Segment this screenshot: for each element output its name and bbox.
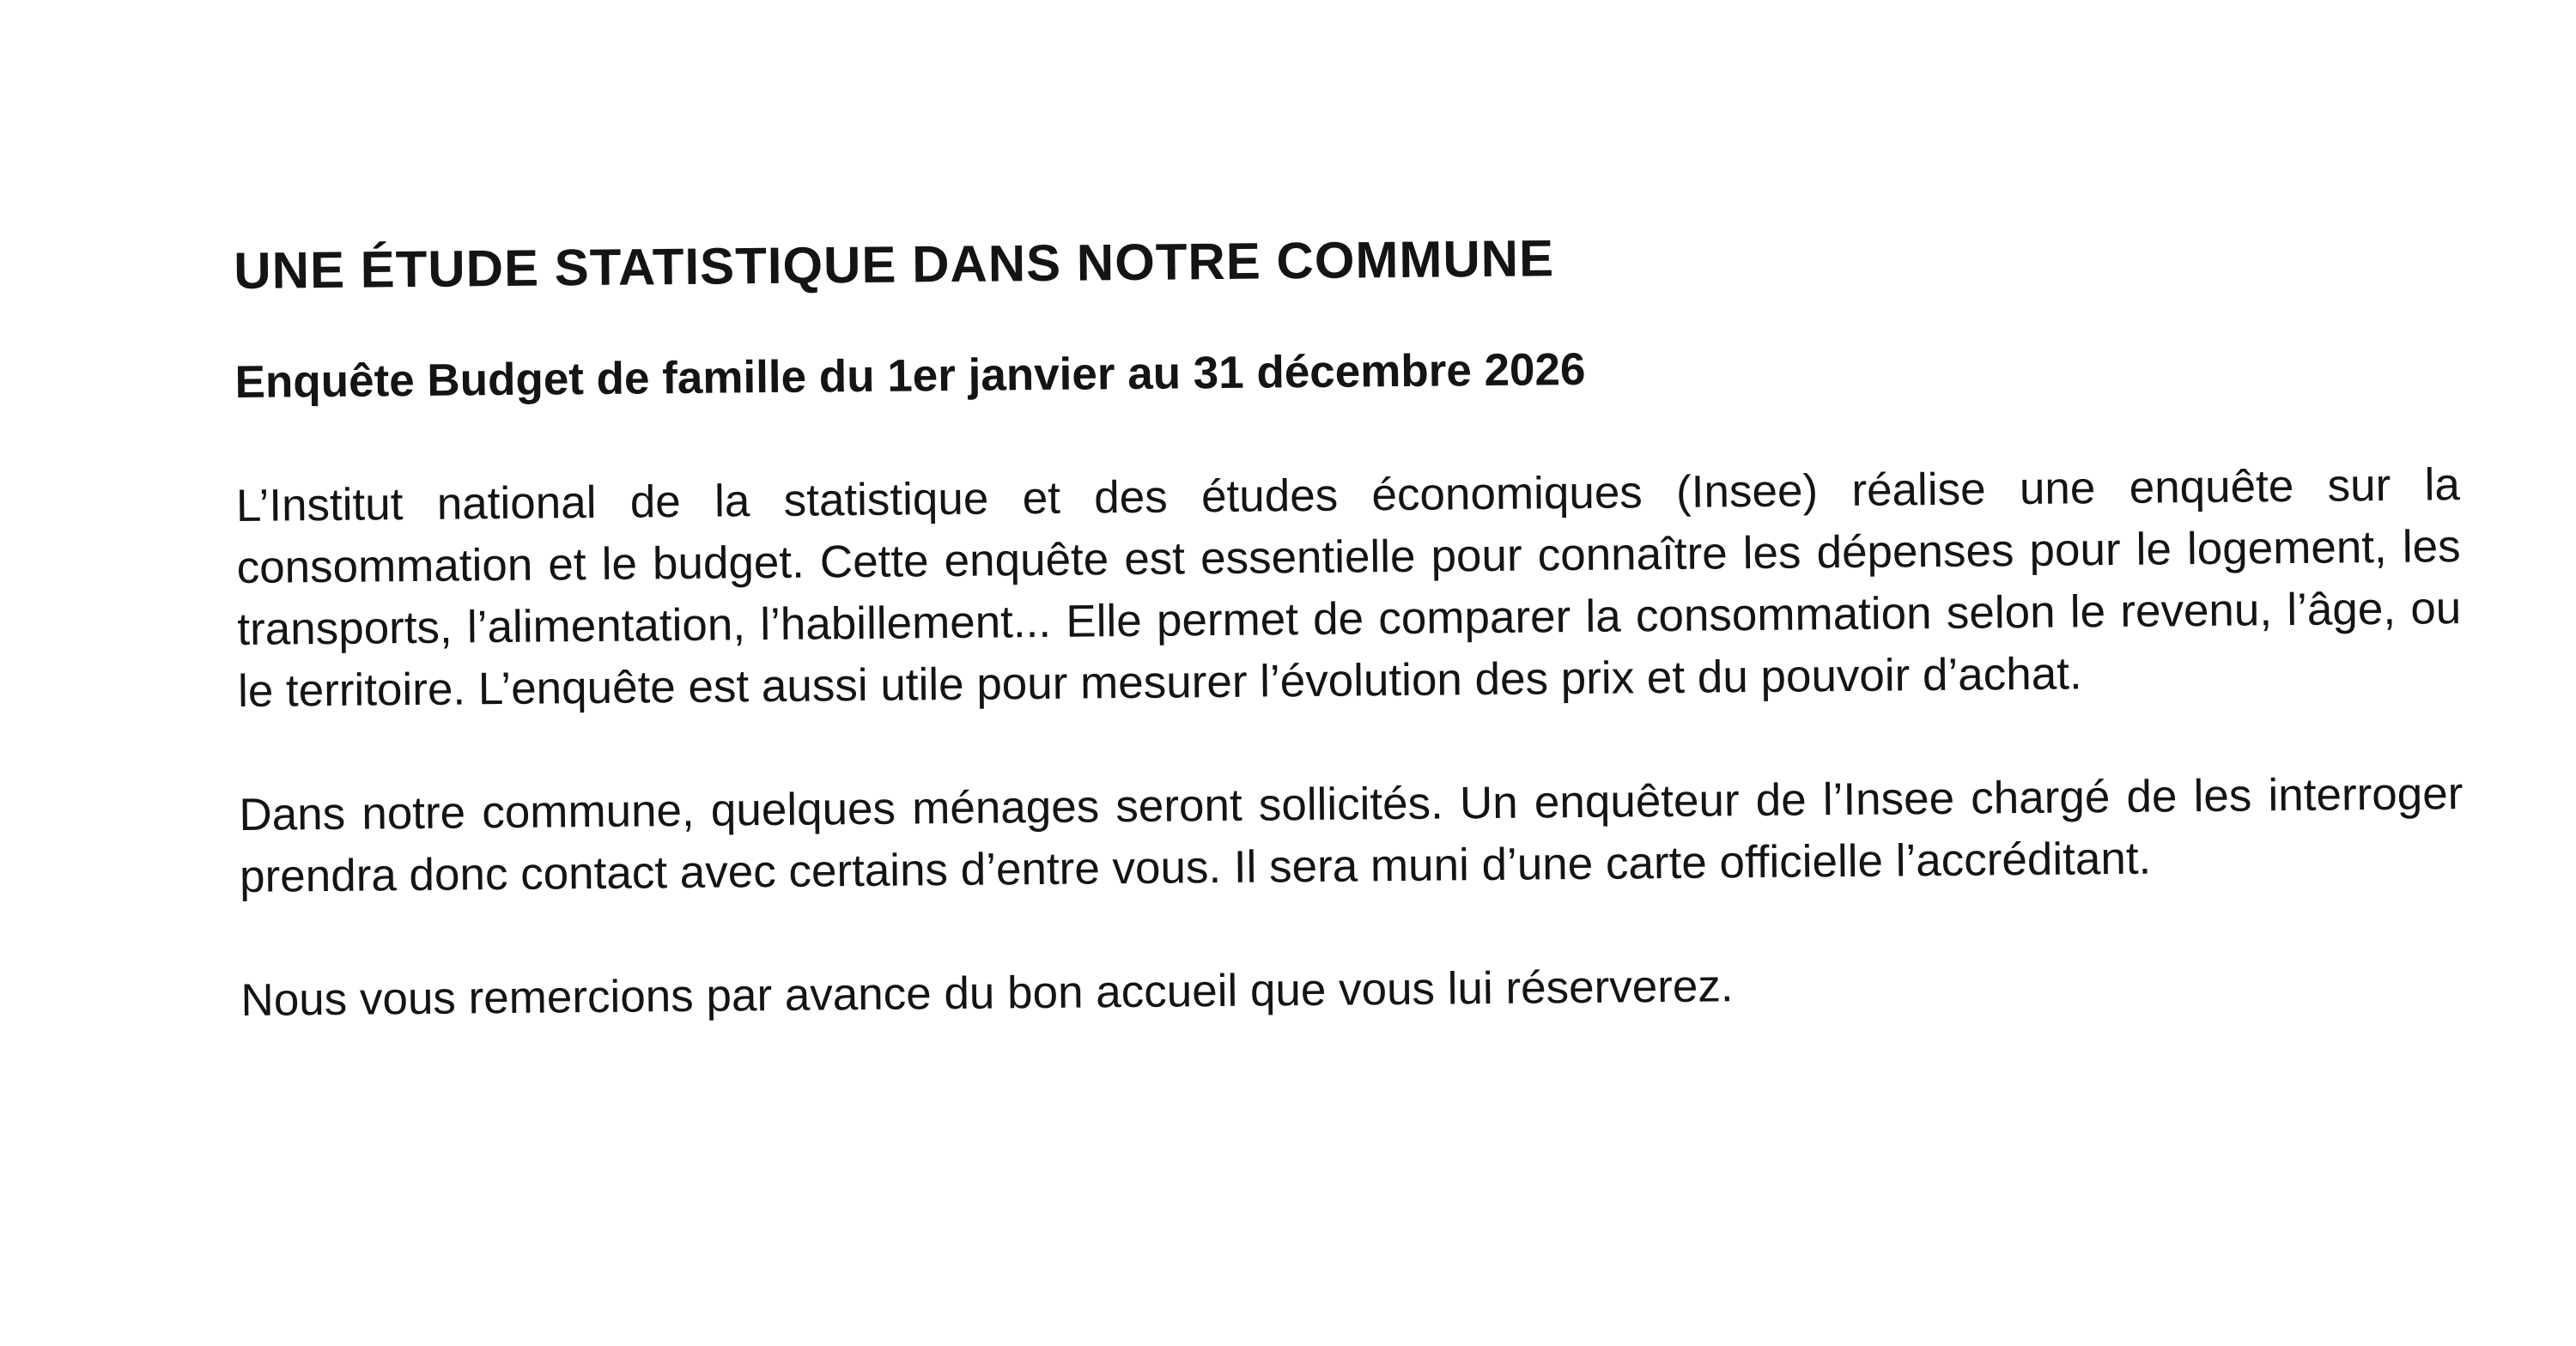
notice-body	[234, 219, 2465, 1032]
notice-title: UNE ÉTUDE STATISTIQUE DANS NOTRE COMMUNE	[234, 229, 1555, 300]
notice-subtitle: Enquête Budget de famille du 1er janvier au 31 décembre 2026	[234, 343, 1586, 408]
paragraph-households-contacted: Dans notre commune, quelques ménages seront sollicités. Un enquêteur de l’Insee chargé de les interroger prendra donc contact avec certains d’entre vous. Il sera muni d’une carte officielle l’accréditant.	[239, 768, 2464, 902]
paragraph-survey-purpose: L’Institut national de la statistique et des études économiques (Insee) réalise une enquête sur la consommation et le budget. Cette enquête est essentielle pour connaître les dépenses pour le logement, les transports, l’alimentation, l’habillement... Elle permet de comparer la consommation selon le revenu, l’âge, ou le territoire. L’enquête est aussi utile pour mesurer l’évolution des prix et du pouvoir d’achat.	[235, 459, 2462, 717]
paragraph-thanks: Nous vous remercions par avance du bon accueil que vous lui réserverez.	[240, 961, 1734, 1026]
